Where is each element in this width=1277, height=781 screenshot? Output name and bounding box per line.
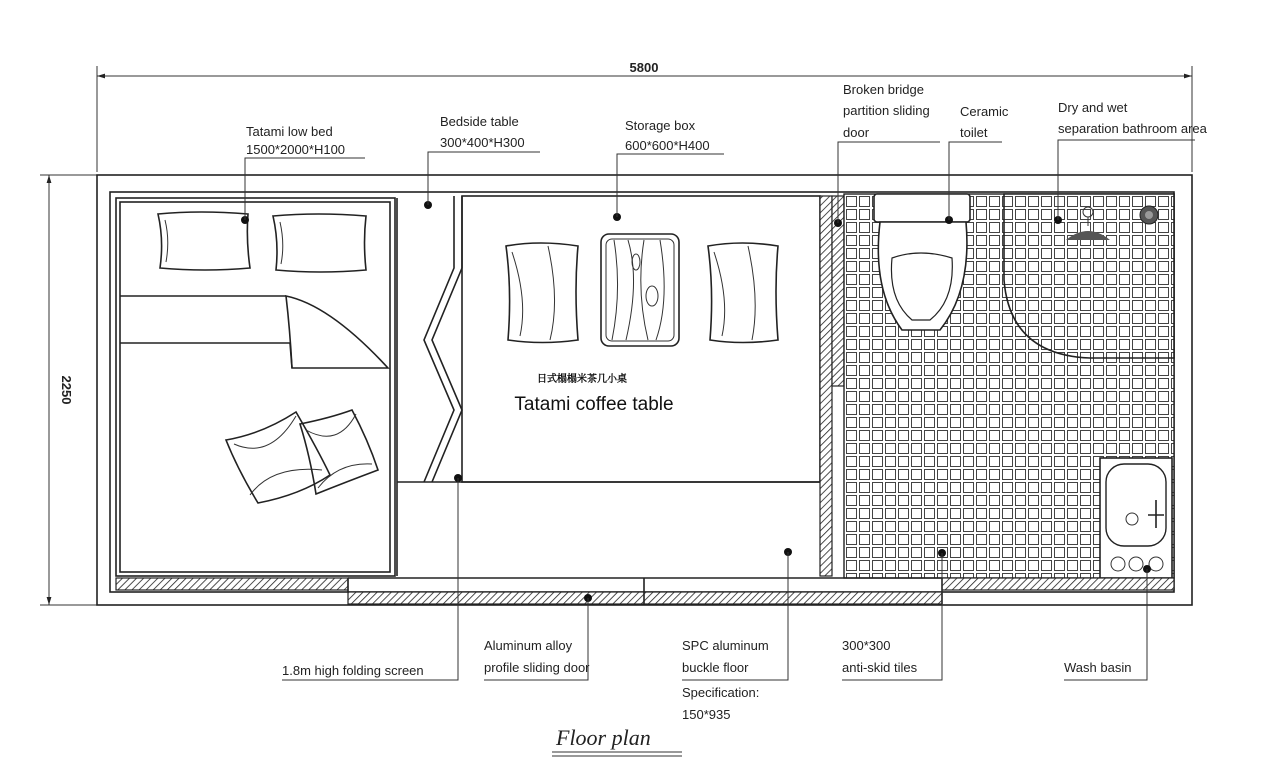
coffee-table	[462, 196, 820, 482]
partition-wall	[820, 196, 844, 576]
spc-floor-label-4: 150*935	[682, 707, 731, 722]
toilet-label-1: Ceramic	[960, 104, 1009, 119]
storage-box-spec: 600*600*H400	[625, 138, 710, 153]
floor-plan-title	[552, 725, 682, 756]
bedside-table-label: Bedside table	[440, 114, 519, 129]
wash-basin-icon	[1100, 458, 1172, 578]
wash-basin-label: Wash basin	[1064, 660, 1132, 675]
tiles-label-1: 300*300	[842, 638, 891, 653]
tatami-bed-spec: 1500*2000*H100	[246, 142, 346, 157]
sliding-door-label-1: Broken bridge	[843, 82, 924, 97]
tatami-bed-label: Tatami low bed	[246, 124, 333, 139]
front-wall	[116, 578, 1174, 604]
storage-box-label: Storage box	[625, 118, 696, 133]
alu-door-label-1: Aluminum alloy	[484, 638, 573, 653]
page-title: Floor plan	[556, 725, 651, 750]
width-dimension-label: 5800	[629, 60, 659, 75]
coffee-table-label: Tatami coffee table	[514, 394, 674, 415]
alu-door-label-2: profile sliding door	[484, 660, 590, 675]
depth-dimension-label: 2250	[59, 375, 74, 405]
depth-dimension	[40, 175, 97, 605]
toilet-label-2: toilet	[960, 125, 988, 140]
floor-drain-icon	[1140, 206, 1158, 224]
folding-screen-label: 1.8m high folding screen	[282, 663, 424, 678]
tiles-label-2: anti-skid tiles	[842, 660, 918, 675]
bedside-table-spec: 300*400*H300	[440, 135, 525, 150]
bathroom-label-2: separation bathroom area	[1058, 121, 1207, 136]
spc-floor-label-1: SPC aluminum	[682, 638, 769, 653]
sliding-door-label-3: door	[843, 125, 870, 140]
folding-screen	[397, 196, 820, 576]
coffee-table-chinese-label: 日式榻榻米茶几小桌	[537, 374, 627, 385]
spc-floor-label-2: buckle floor	[682, 660, 749, 675]
bathroom-area	[844, 194, 1174, 578]
bathroom-label-1: Dry and wet	[1058, 100, 1128, 115]
tatami-bed	[116, 198, 395, 576]
spc-floor-label-3: Specification:	[682, 685, 760, 700]
sliding-door-label-2: partition sliding	[843, 103, 930, 118]
